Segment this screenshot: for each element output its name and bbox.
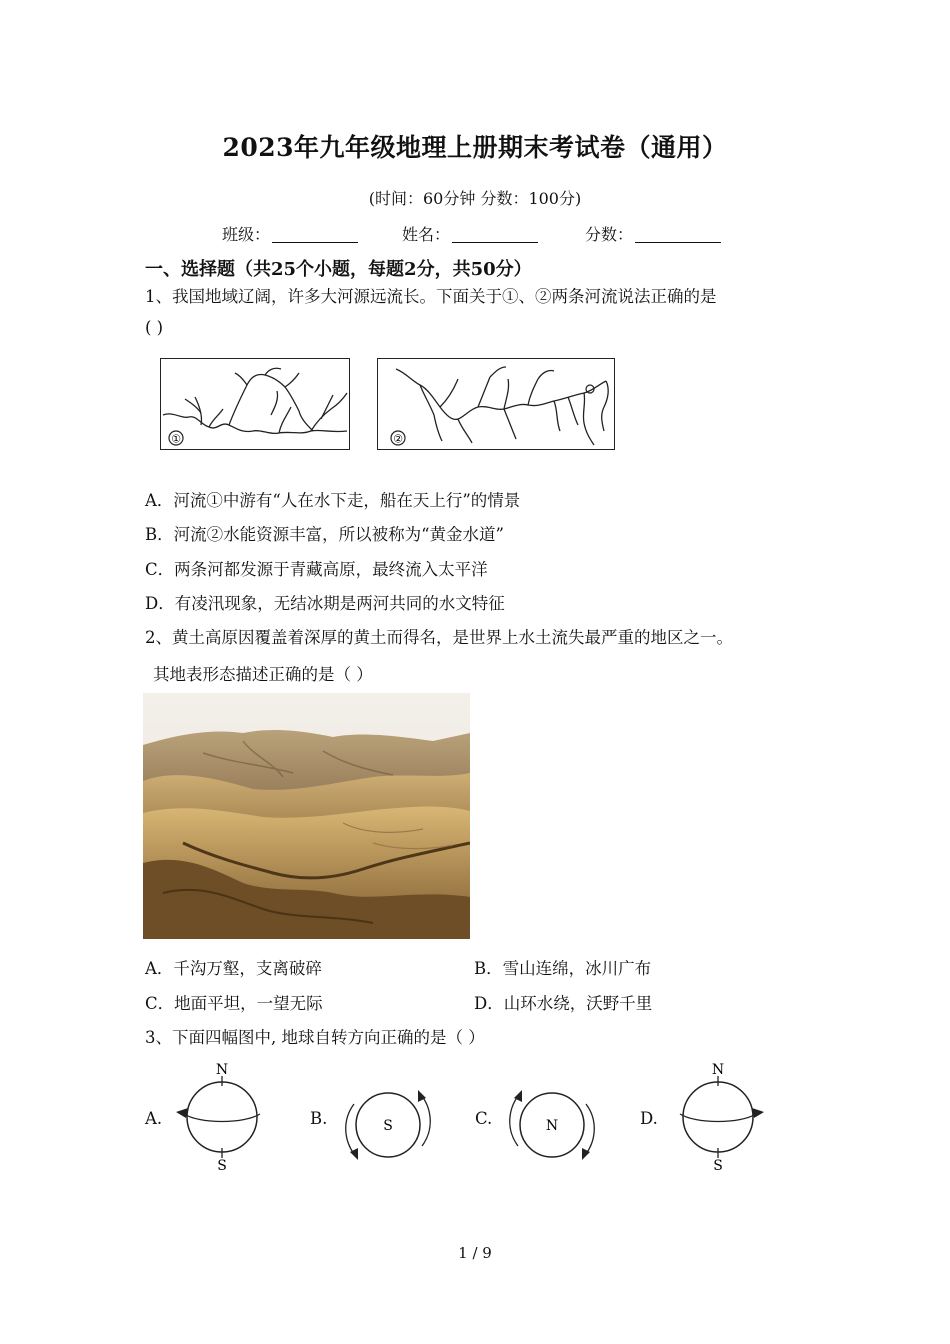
score-field bbox=[585, 222, 721, 245]
page-number: 1 / 9 bbox=[458, 1244, 492, 1262]
globe-c-diagram bbox=[502, 1084, 602, 1166]
globe-d-south: S bbox=[713, 1158, 723, 1172]
name-label: 姓名： bbox=[402, 225, 451, 244]
score-blank bbox=[635, 226, 721, 243]
river-map-1 bbox=[160, 358, 350, 450]
globe-a-north: N bbox=[215, 1062, 229, 1078]
page-title: 2023年九年级地理上册期末考试卷（通用） bbox=[222, 133, 728, 162]
q3-stem: 3、下面四幅图中, 地球自转方向正确的是（ ） bbox=[145, 1028, 485, 1047]
yellow-river-map bbox=[161, 359, 349, 449]
q1-stem: 1、我国地域辽阔，许多大河源远流长。下面关于①、②两条河流说法正确的是 bbox=[145, 287, 717, 306]
globe-d-north: N bbox=[711, 1062, 725, 1078]
river-map-2 bbox=[377, 358, 615, 450]
q1-option-a[interactable]: A．河流①中游有“人在水下走，船在天上行”的情景 bbox=[145, 491, 521, 510]
q2-option-a[interactable]: A．千沟万壑，支离破碎 bbox=[145, 959, 322, 978]
yangtze-river-map bbox=[378, 359, 614, 449]
globe-d-arrow-icon bbox=[752, 1108, 764, 1118]
map1-label: ① bbox=[171, 432, 181, 446]
q3-label-d[interactable]: D. bbox=[640, 1109, 658, 1128]
section-heading: 一、选择题（共25个小题，每题2分，共50分） bbox=[145, 259, 532, 280]
class-label: 班级： bbox=[222, 225, 271, 244]
score-label: 分数： bbox=[585, 225, 634, 244]
exam-subtitle: (时间：60分钟 分数：100分) bbox=[368, 189, 582, 208]
q1-bracket: ( ) bbox=[145, 318, 164, 337]
globe-b-diagram bbox=[338, 1084, 438, 1166]
globe-a-diagram bbox=[170, 1060, 270, 1172]
globe-a-south: S bbox=[217, 1158, 227, 1172]
globe-d-diagram bbox=[668, 1060, 772, 1172]
q2-stem: 2、黄土高原因覆盖着深厚的黄土而得名，是世界上水土流失最严重的地区之一。 bbox=[145, 628, 733, 647]
q1-option-b[interactable]: B．河流②水能资源丰富，所以被称为“黄金水道” bbox=[145, 525, 504, 544]
q1-option-d[interactable]: D．有凌汛现象，无结冰期是两河共同的水文特征 bbox=[145, 594, 505, 613]
q3-label-b[interactable]: B. bbox=[310, 1109, 328, 1128]
name-blank bbox=[452, 226, 538, 243]
q3-label-a[interactable]: A. bbox=[145, 1109, 163, 1128]
globe-b-center: S bbox=[383, 1118, 393, 1134]
q1-option-c[interactable]: C．两条河都发源于青藏高原，最终流入太平洋 bbox=[145, 560, 488, 579]
class-blank bbox=[272, 226, 358, 243]
q2-option-b[interactable]: B．雪山连绵，冰川广布 bbox=[474, 959, 652, 978]
loess-plateau-photo bbox=[143, 693, 470, 939]
name-field bbox=[402, 222, 538, 245]
q3-label-c[interactable]: C. bbox=[475, 1109, 493, 1128]
q2-option-c[interactable]: C．地面平坦，一望无际 bbox=[145, 994, 323, 1013]
map2-label: ② bbox=[393, 432, 403, 446]
q2-option-d[interactable]: D．山环水绕，沃野千里 bbox=[474, 994, 653, 1013]
class-field bbox=[222, 222, 358, 245]
q2-stem-continued: 其地表形态描述正确的是（ ） bbox=[153, 665, 373, 684]
globe-a-arrow-icon bbox=[176, 1108, 188, 1118]
loess-landscape-illustration bbox=[143, 693, 470, 939]
globe-c-center: N bbox=[545, 1118, 559, 1134]
